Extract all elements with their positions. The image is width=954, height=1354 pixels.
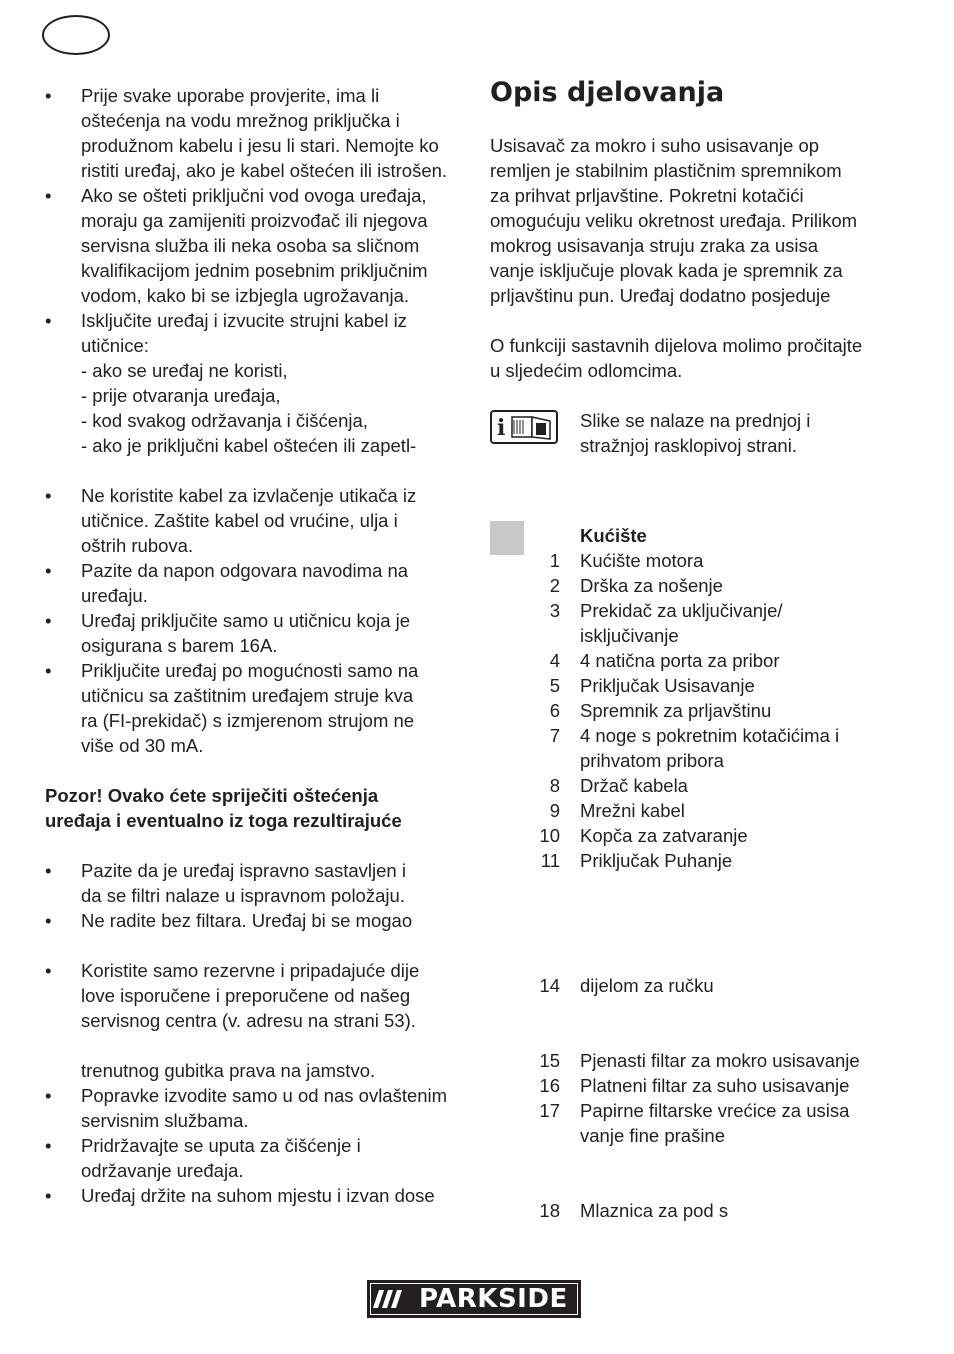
part-number: 16 (539, 1075, 560, 1096)
warning-text: Pozor! Ovako ćete spriječiti oštećenja uređaja i eventualno iz toga rezultirajuće (45, 785, 402, 831)
brand-name: PARKSIDE (419, 1284, 568, 1314)
text-line: - ako je priključni kabel oštećen ili zapetl- (81, 435, 417, 456)
logo-stripes (367, 1280, 419, 1318)
bullet-list-1 (45, 83, 470, 458)
reference-paragraph (490, 333, 910, 383)
part-item (490, 723, 910, 773)
text-line: Mrežni kabel (580, 800, 685, 821)
language-badge (42, 15, 110, 55)
text-line: Spremnik za prljavštinu (580, 700, 772, 721)
text-line: Usisavač za mokro i suho usisavanje op (490, 135, 820, 156)
bullet-list-2 (45, 483, 470, 758)
function-description (490, 75, 910, 1223)
bullet-item (45, 483, 470, 558)
info-text: Slike se nalaze na prednjoj i stražnjoj rasklopivoj strani. (580, 410, 811, 456)
part-item (490, 648, 910, 673)
part-item (490, 598, 910, 648)
part-number: 8 (549, 775, 560, 796)
bullet-symbol: • (45, 660, 52, 681)
text-line: - kod svakog održavanja i čišćenja, (81, 410, 368, 431)
bullet-item (45, 958, 470, 1033)
part-number: 5 (549, 675, 560, 696)
part-item (490, 548, 910, 573)
part-item (490, 1198, 910, 1223)
text-line: Držač kabela (580, 775, 688, 796)
bullet-symbol: • (45, 1085, 52, 1106)
text-line: love isporučene i preporučene od našeg (81, 985, 411, 1006)
part-item (490, 673, 910, 698)
part-number: 15 (539, 1050, 560, 1071)
parts-heading: Kućište (580, 525, 647, 546)
part-number: 7 (549, 725, 560, 746)
part-item (490, 773, 910, 798)
text-line: - prije otvaranja uređaja, (81, 385, 281, 406)
text-line: vanje fine prašine (580, 1125, 726, 1146)
parts-group-1 (490, 548, 910, 873)
text-line: Priključite uređaj po mogućnosti samo na (81, 660, 419, 681)
text-line: Kopča za zatvaranje (580, 825, 748, 846)
part-number: 14 (539, 975, 560, 996)
bullet-symbol: • (45, 185, 52, 206)
text-line: 4 noge s pokretnim kotačićima i (580, 725, 840, 746)
text-line: Pridržavajte se uputa za čišćenje i (81, 1135, 361, 1156)
text-line: O funkciji sastavnih dijelova molimo pročitajte (490, 335, 863, 356)
text-line: Priključak Usisavanje (580, 675, 755, 696)
text-line: servisna služba ili neka osoba sa sličnom (81, 235, 420, 256)
parts-group-4 (490, 1198, 910, 1223)
part-number: 4 (549, 650, 560, 671)
part-item (490, 973, 910, 998)
text-line: ra (FI-prekidač) s izmjerenom strujom ne (81, 710, 415, 731)
part-item (490, 573, 910, 598)
bullet-item (45, 308, 470, 458)
part-number: 9 (549, 800, 560, 821)
text-line: održavanje uređaja. (81, 1160, 244, 1181)
bullet-item (45, 608, 470, 658)
part-number: 18 (539, 1200, 560, 1221)
text-line: oštrih rubova. (81, 535, 194, 556)
text-line: produžnom kabelu i jesu li stari. Nemojte ko (81, 135, 439, 156)
part-number: 10 (539, 825, 560, 846)
bullet-symbol: • (45, 310, 52, 331)
text-line: ristiti uređaj, ako je kabel oštećen ili istrošen. (81, 160, 448, 181)
part-item (490, 698, 910, 723)
text-line: Platneni filtar za suho usisavanje (580, 1075, 850, 1096)
text-line: prljavštinu pun. Uređaj dodatno posjeduje (490, 285, 831, 306)
text-line: u sljedećim odlomcima. (490, 360, 683, 381)
bullet-symbol: • (45, 610, 52, 631)
text-line: Koristite samo rezervne i pripadajuće dije (81, 960, 420, 981)
text-line: Drška za nošenje (580, 575, 723, 596)
part-number: 2 (549, 575, 560, 596)
text-line: utičnice: (81, 335, 149, 356)
intro-paragraph (490, 133, 910, 308)
text-line: Ne radite bez filtara. Uređaj bi se mogao (81, 910, 413, 931)
text-line: 4 natična porta za pribor (580, 650, 780, 671)
text-line: Ne koristite kabel za izvlačenje utikača iz (81, 485, 417, 506)
text-line: prihvatom pribora (580, 750, 724, 771)
part-item (490, 798, 910, 823)
bullet-symbol: • (45, 860, 52, 881)
part-item (490, 1098, 910, 1148)
text-line: Kućište motora (580, 550, 704, 571)
bullet-list-4 (45, 958, 470, 1033)
text-line: da se filtri nalaze u ispravnom položaju. (81, 885, 405, 906)
bullet-symbol: • (45, 910, 52, 931)
text-line: Ako se ošteti priključni vod ovoga uređaja, (81, 185, 427, 206)
text-line: utičnicu sa zaštitnim uređajem struje kva (81, 685, 414, 706)
bullet-symbol: • (45, 85, 52, 106)
text-line: Mlaznica za pod s (580, 1200, 729, 1221)
info-letter: i (497, 415, 506, 441)
part-number: 6 (549, 700, 560, 721)
bullet-symbol: • (45, 960, 52, 981)
text-line: servisnog centra (v. adresu na strani 53). (81, 1010, 416, 1031)
text-line: Uređaj priključite samo u utičnicu koja je (81, 610, 411, 631)
bullet-symbol: • (45, 560, 52, 581)
bullet-item (45, 908, 470, 933)
bullet-item (45, 183, 470, 308)
text-line: kvalifikacijom jednim posebnim priključnim (81, 260, 428, 281)
text-line: dijelom za ručku (580, 975, 714, 996)
text-line: moraju ga zamijeniti proizvođač ili njegova (81, 210, 428, 231)
text-line: servisnim službama. (81, 1110, 249, 1131)
section-heading: Opis djelovanja (490, 77, 725, 108)
continuation-line: trenutnog gubitka prava na jamstvo. (81, 1060, 376, 1081)
parkside-logo (367, 1280, 581, 1318)
text-line: više od 30 mA. (81, 735, 204, 756)
text-line: - ako se uređaj ne koristi, (81, 360, 288, 381)
text-line: isključivanje (580, 625, 679, 646)
text-line: uređaju. (81, 585, 148, 606)
bullet-item (45, 658, 470, 758)
bullet-item (45, 83, 470, 183)
part-number: 11 (540, 850, 560, 871)
part-item (490, 1048, 910, 1073)
bullet-list-3 (45, 858, 470, 933)
bullet-item (45, 858, 470, 908)
text-line: Popravke izvodite samo u od nas ovlaštenim (81, 1085, 448, 1106)
text-line: Isključite uređaj i izvucite strujni kabel iz (81, 310, 407, 331)
part-number: 1 (549, 550, 560, 571)
bullet-item (45, 1083, 470, 1133)
text-line: Papirne filtarske vrećice za usisa (580, 1100, 850, 1121)
bullet-item (45, 1183, 470, 1208)
parts-group-3 (490, 1048, 910, 1148)
part-number: 3 (549, 600, 560, 621)
text-line: Pjenasti filtar za mokro usisavanje (580, 1050, 860, 1071)
text-line: utičnice. Zaštite kabel od vrućine, ulja i (81, 510, 398, 531)
part-item (490, 848, 910, 873)
text-line: Pazite da je uređaj ispravno sastavljen i (81, 860, 406, 881)
parts-list (490, 523, 910, 1223)
text-line: Prekidač za uključivanje/ (580, 600, 783, 621)
text-line: osigurana s barem 16A. (81, 635, 278, 656)
text-line: vanje isključuje plovak kada je spremnik za (490, 260, 843, 281)
text-line: vodom, kako bi se izbjegla ugrožavanja. (81, 285, 410, 306)
text-line: Uređaj držite na suhom mjestu i izvan dose (81, 1185, 435, 1206)
bullet-item (45, 558, 470, 608)
bullet-symbol: • (45, 1135, 52, 1156)
text-line: remljen je stabilnim plastičnim spremnikom (490, 160, 842, 181)
bullet-item (45, 1133, 470, 1183)
text-line: oštećenja na vodu mrežnog priključka i (81, 110, 400, 131)
bullet-list-5 (45, 1083, 470, 1208)
parts-group-2 (490, 973, 910, 998)
text-line: Pazite da napon odgovara navodima na (81, 560, 409, 581)
text-line: mokrog usisavanja struju zraka za usisa (490, 235, 819, 256)
part-item (490, 1073, 910, 1098)
text-line: Prije svake uporabe provjerite, ima li (81, 85, 380, 106)
text-line: omogućuju veliku okretnost uređaja. Prilikom (490, 210, 858, 231)
safety-instructions (45, 83, 470, 1208)
part-number: 17 (539, 1100, 560, 1121)
bullet-symbol: • (45, 1185, 52, 1206)
bullet-symbol: • (45, 485, 52, 506)
info-note (490, 408, 910, 458)
part-item (490, 823, 910, 848)
text-line: za prihvat prljavštine. Pokretni kotačići (490, 185, 804, 206)
text-line: Priključak Puhanje (580, 850, 733, 871)
info-book-icon (490, 410, 558, 444)
